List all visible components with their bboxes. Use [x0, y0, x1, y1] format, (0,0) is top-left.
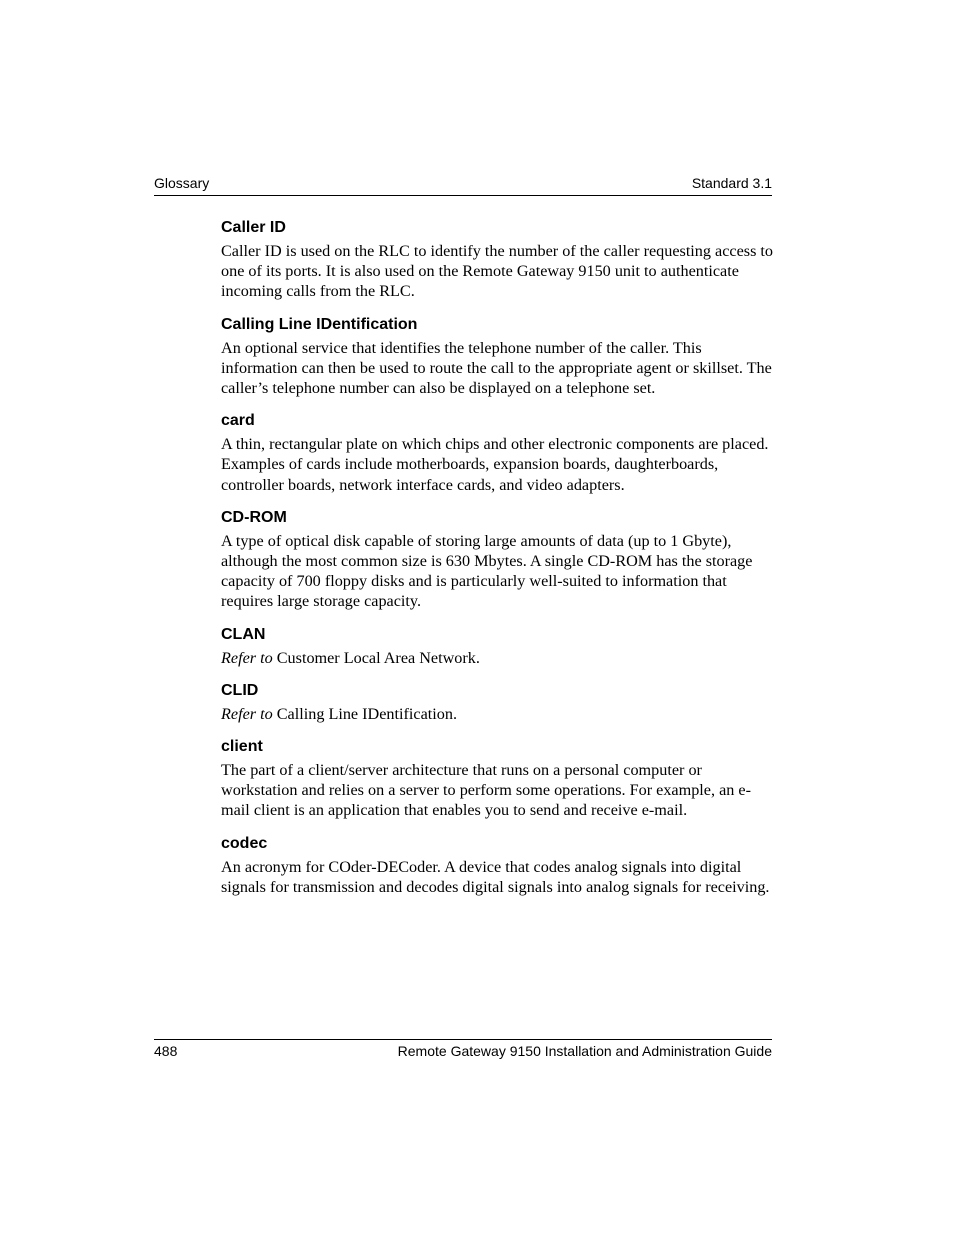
page-number: 488 [154, 1043, 178, 1059]
header-version: Standard 3.1 [691, 175, 772, 191]
document-title: Remote Gateway 9150 Installation and Administration Guide [397, 1043, 772, 1059]
glossary-term: CLID [221, 681, 259, 699]
glossary-entry [221, 834, 777, 897]
glossary-term: CD-ROM [221, 508, 287, 526]
glossary-term: CLAN [221, 625, 266, 643]
cross-reference: Calling Line IDentification. [276, 704, 458, 723]
glossary-term: Caller ID [221, 219, 286, 236]
glossary-definition [221, 704, 777, 724]
cross-reference: Customer Local Area Network. [276, 648, 480, 667]
glossary-term: card [221, 412, 255, 430]
glossary-entry [221, 218, 777, 302]
glossary-entry [221, 681, 777, 724]
glossary-term: codec [221, 834, 268, 852]
glossary-definition: An acronym for COder-DECoder. A device that codes analog signals into digital signals for transmission and decodes digital signals into analog signals for receiving. [221, 857, 770, 896]
glossary-entry [221, 508, 777, 612]
glossary-definition [221, 648, 777, 668]
glossary-definition: A thin, rectangular plate on which chips and other electronic components are placed. Examples of cards include motherboards, expansion boards, daughterboards, controller boards, network interface cards, and video adapters. [221, 435, 769, 494]
refer-to-label: Refer to [221, 704, 273, 723]
glossary-definition: A type of optical disk capable of storing large amounts of data (up to 1 Gbyte), although the most common size is 630 Mbytes. A single CD-ROM has the storage capacity of 700 floppy disks and is particularly well-suited to information that requires large storage capacity. [221, 531, 753, 611]
header-section: Glossary [154, 175, 210, 191]
glossary-entry [221, 411, 777, 495]
page-footer [154, 1039, 772, 1059]
glossary-definition: Caller ID is used on the RLC to identify the number of the caller requesting access to one of its ports. It is also used on the Remote Gateway 9150 unit to authenticate incoming calls from the RLC. [221, 242, 774, 301]
glossary-entry [221, 737, 777, 821]
glossary-definition: An optional service that identifies the telephone number of the caller. This information can then be used to route the call to the appropriate agent or skillset. The caller’s telephone number can also be displayed on a telephone set. [221, 338, 772, 398]
glossary-term: client [221, 738, 263, 756]
glossary-definition: The part of a client/server architecture that runs on a personal computer or workstation and relies on a server to perform some operations. For example, an e-mail client is an application that enables you to send and receive e-mail. [221, 761, 751, 820]
refer-to-label: Refer to [221, 648, 273, 667]
glossary-term: Calling Line IDentification [221, 315, 418, 333]
glossary-entry [221, 315, 777, 399]
glossary-entry [221, 625, 777, 668]
glossary-content [221, 218, 777, 910]
page-header [154, 173, 772, 196]
